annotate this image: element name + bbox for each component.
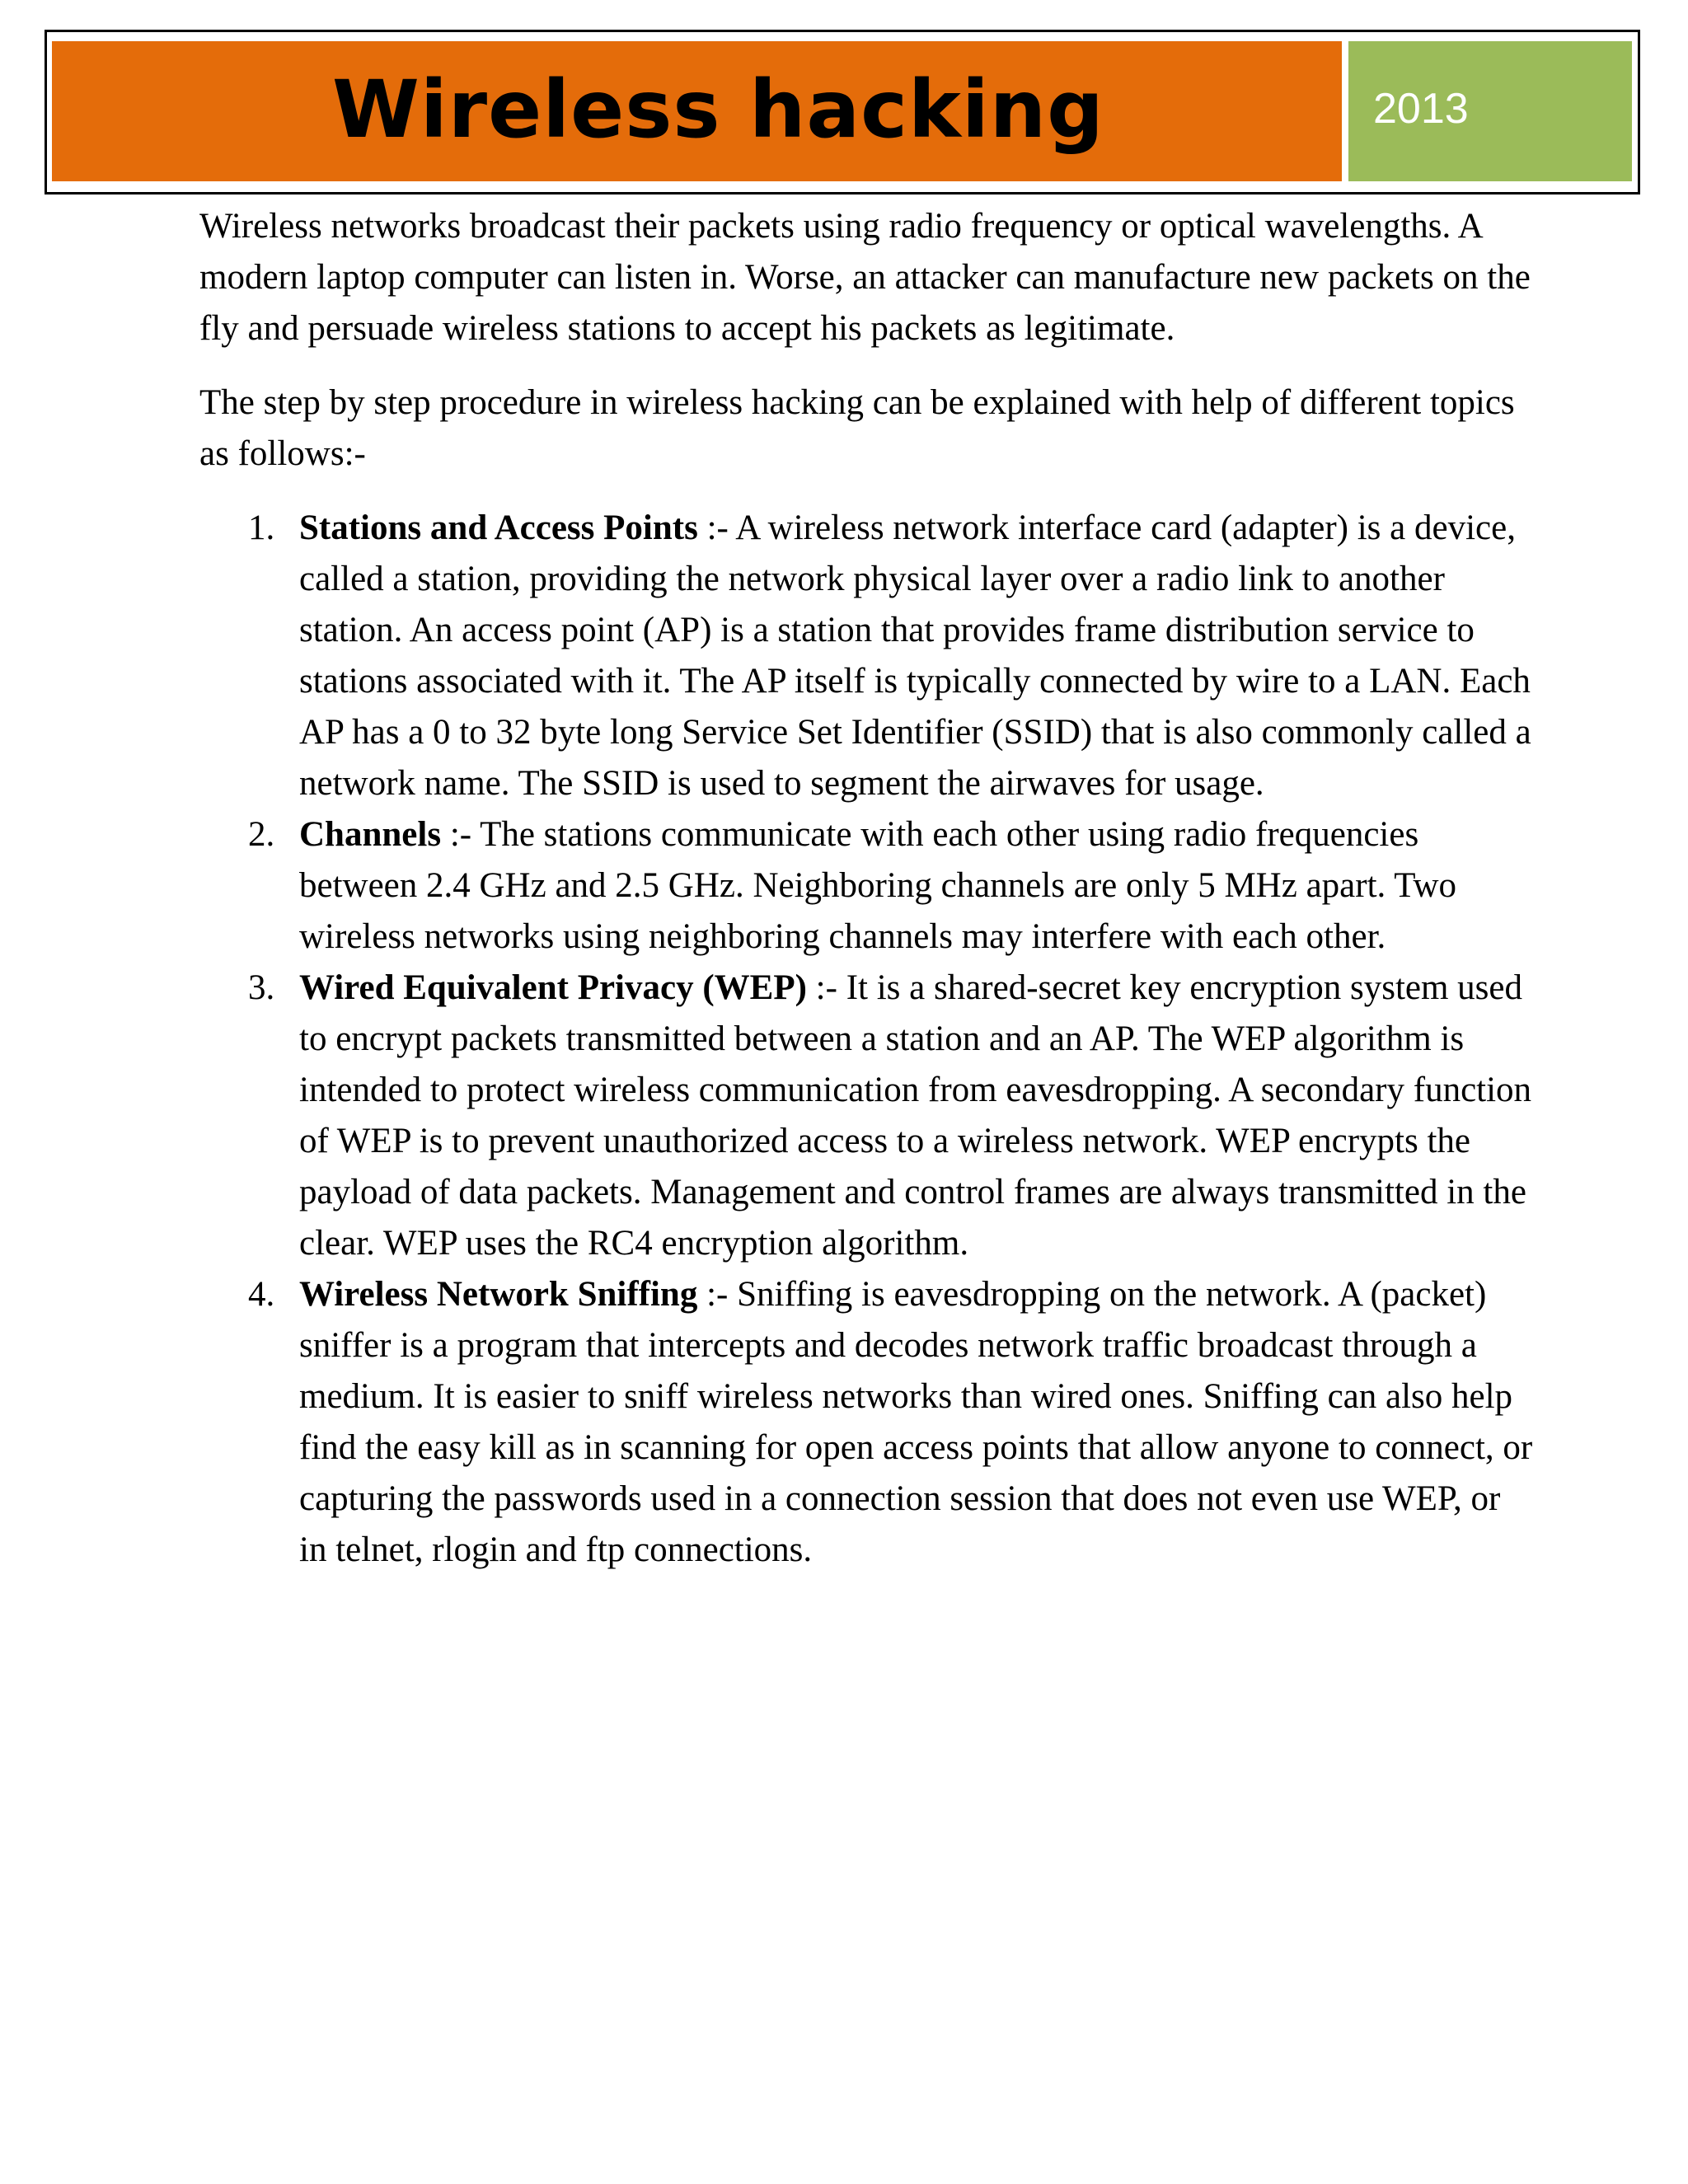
year-label: 2013 [1373, 85, 1469, 133]
list-item [199, 809, 1535, 963]
list-number: 2. [248, 815, 275, 854]
topic-term: Wired Equivalent Privacy (WEP) [299, 968, 807, 1007]
topic-term: Wireless Network Sniffing [299, 1275, 698, 1314]
document-body [199, 201, 1535, 1576]
topic-description: :- The stations communicate with each other using radio frequencies between 2.4 GHz and 2.5 GHz. Neighboring channels are only 5 MHz apart. Two wireless networks using neighboring channels may interfere with each other. [299, 815, 1457, 956]
topic-description: :- Sniffing is eavesdropping on the network. A (packet) sniffer is a program that intercepts and decodes network traffic broadcast through a medium. It is easier to sniff wireless networks than wired ones. Sniffing can also help find the easy kill as in scanning for open access points that allow anyone to connect, or capturing the passwords used in a connection session that does not even use WEP, or in telnet, rlogin and ftp connections. [299, 1275, 1533, 1569]
page-title: Wireless hacking [332, 63, 1104, 156]
topic-description: :- It is a shared-secret key encryption system used to encrypt packets transmitted between a station and an AP. The WEP algorithm is intended to protect wireless communication from eavesdropping. A secondary function of WEP is to prevent unauthorized access to a wireless network. WEP encrypts the payload of data packets. Management and control frames are always transmitted in the clear. WEP uses the RC4 encryption algorithm. [299, 968, 1532, 1263]
topics-list [199, 503, 1535, 1576]
year-banner [1348, 41, 1632, 181]
list-number: 4. [248, 1275, 275, 1314]
intro-paragraph: Wireless networks broadcast their packets using radio frequency or optical wavelengths. A modern laptop computer can listen in. Worse, an attacker can manufacture new packets on the fly and persuade wireless stations to accept his packets as legitimate. [199, 207, 1531, 348]
topic-term: Channels [299, 815, 442, 854]
list-item [199, 963, 1535, 1269]
title-banner [52, 41, 1342, 181]
list-item [199, 1269, 1535, 1576]
list-number: 1. [248, 509, 275, 547]
list-number: 3. [248, 968, 275, 1007]
list-item [199, 503, 1535, 809]
topic-description: :- A wireless network interface card (adapter) is a device, called a station, providing the network physical layer over a radio link to another station. An access point (AP) is a station that provides frame distribution service to stations associated with it. The AP itself is typically connected by wire to a LAN. Each AP has a 0 to 32 byte long Service Set Identifier (SSID) that is also commonly called a network name. The SSID is used to segment the airwaves for usage. [299, 509, 1531, 803]
procedure-paragraph: The step by step procedure in wireless hacking can be explained with help of different topics as follows:- [199, 383, 1515, 473]
topic-term: Stations and Access Points [299, 509, 698, 547]
